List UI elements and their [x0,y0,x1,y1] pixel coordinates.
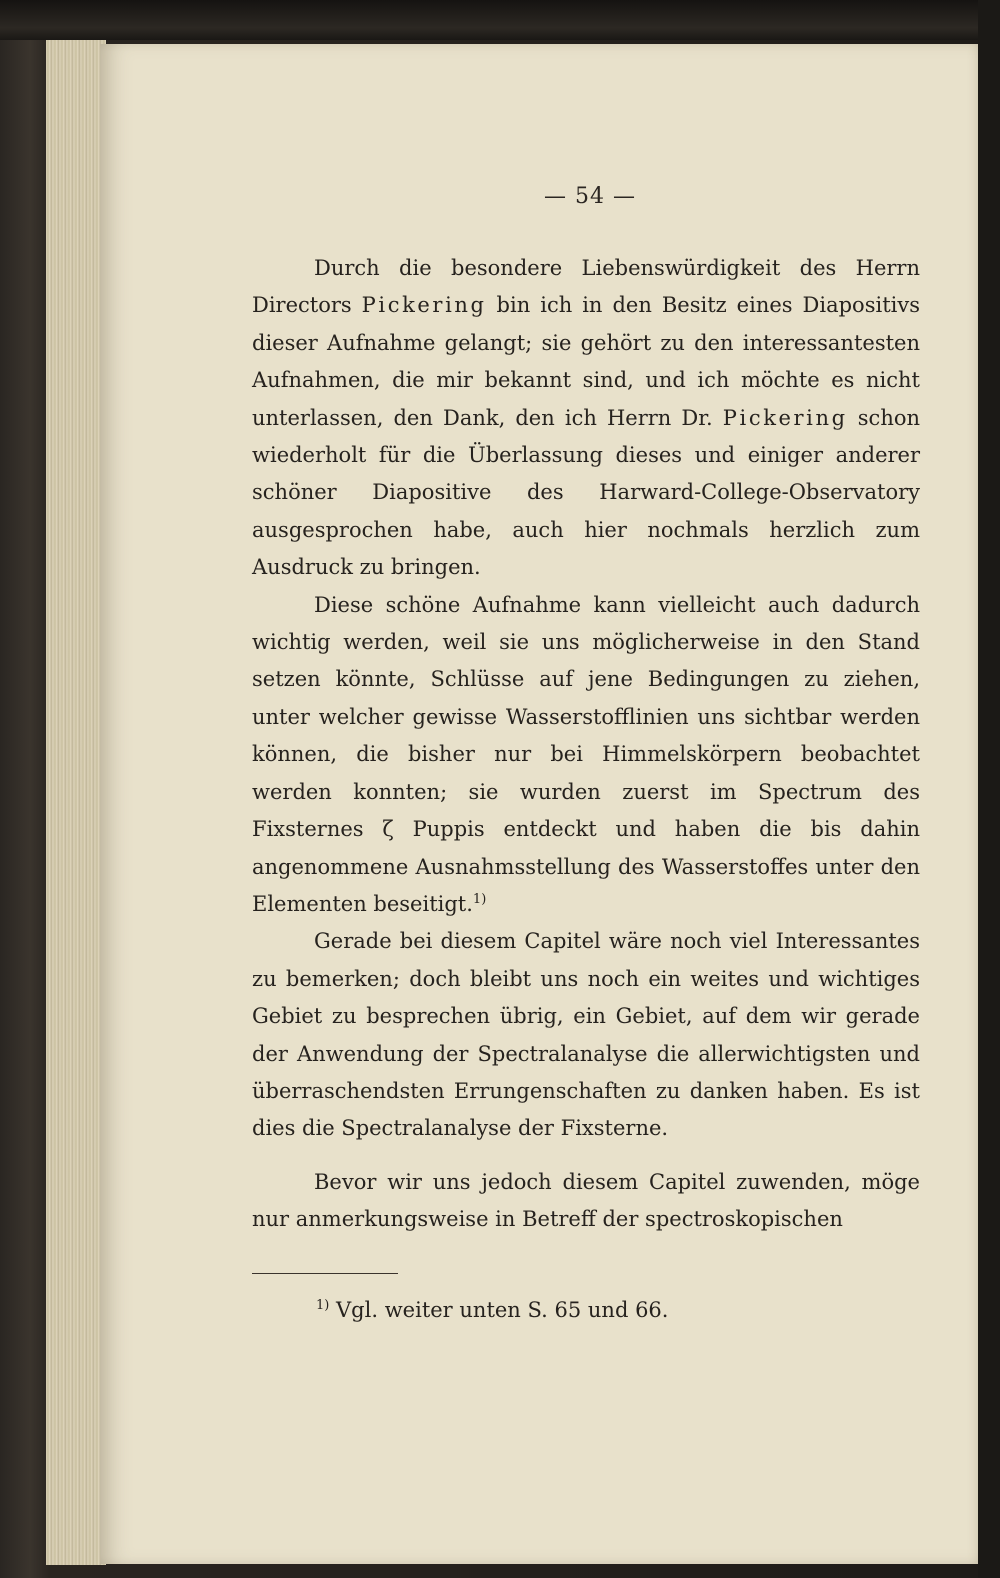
footnote [316,1298,668,1322]
paragraph-3 [252,923,920,1147]
paragraph-4 [252,1164,920,1239]
body-text [252,250,920,1239]
footnote-text: Vgl. weiter unten S. 65 und 66. [329,1298,669,1322]
book-cover-top-edge [0,0,1000,40]
text-run: bin ich in den Besitz eines Diapositivs dieser Aufnahme gelangt; sie gehört zu den interessantesten Aufnahmen, die mir bekannt sind, und ich möchte es nicht unterlassen, den Dank, den ich Herrn Dr. [252,293,920,430]
text-run: Gerade bei diesem Capitel wäre noch viel Interessantes zu bemerken; doch bleibt uns noch ein weites und wichtiges Gebiet zu besprechen übrig, ein Gebiet, auf dem wir gerade der Anwendung der Spectralanalyse die allerwichtigsten und überraschendsten Errungenschaften zu danken haben. Es ist dies die Spectralanalyse der Fixsterne. [252,929,920,1141]
text-run: Bevor wir uns jedoch diesem Capitel zuwenden, möge nur anmerkungsweise in Betreff der spectroskopischen [252,1169,920,1232]
text-run: Diese schöne Aufnahme kann vielleicht auch dadurch wichtig werden, weil sie uns möglicherweise in den Stand setzen könnte, Schlüsse auf jene Bedingungen zu ziehen, unter welcher gewisse Wasserstofflinien uns sichtbar werden können, die bisher nur bei Himmelskörpern beobachtet werden konnten; sie wurden zuerst im Spectrum des Fixsternes ζ Puppis entdeckt und haben die bis dahin angenommene Ausnahmsstellung des Wasserstoffes unter den Elementen beseitigt. [252,592,920,916]
page-edges-stack [46,40,106,1565]
footnote-reference: 1) [472,891,487,907]
paragraph-2 [252,587,920,924]
text-run: schon wiederholt für die Überlassung dieses und einiger anderer schöner Diapositive des Harward-College-Observatory ausgesprochen habe, auch hier nochmals herzlich zum Ausdruck zu bringen. [252,405,921,580]
text-run: Durch die besondere Liebenswürdigkeit des Herrn Directors [252,256,920,318]
name-pickering: Pickering [722,405,848,430]
book-cover-right-edge [978,0,1000,1578]
footnote-separator [252,1273,398,1274]
page-number: — 54 — [544,184,636,209]
name-pickering: Pickering [361,293,487,318]
footnote-marker: 1) [316,1298,330,1313]
paragraph-1 [252,250,920,587]
